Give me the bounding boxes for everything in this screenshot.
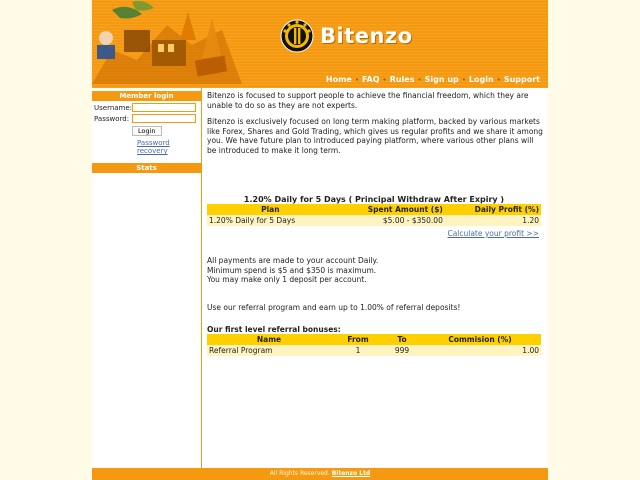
referral-from-cell: 1	[331, 345, 385, 356]
plan-amount-cell: $5.00 - $350.00	[334, 215, 445, 226]
referral-to-cell: 999	[385, 345, 419, 356]
nav-support[interactable]: Support	[503, 75, 540, 84]
nav-home[interactable]: Home	[325, 75, 352, 84]
brand[interactable]	[280, 18, 413, 54]
table-row	[207, 345, 541, 356]
intro-paragraph-1: Bitenzo is focused to support people to achieve the financial freedom, which they are unable to do so as they are not experts.	[207, 91, 529, 110]
plan-header-plan: Plan	[207, 204, 334, 215]
payments-line-2: Minimum spend is $5 and $350 is maximum.	[207, 265, 377, 275]
referral-table	[207, 334, 541, 356]
nav-separator: •	[417, 75, 422, 84]
plan-table	[207, 204, 541, 226]
page	[92, 0, 548, 480]
login-button[interactable]: Login	[132, 126, 162, 136]
plan-header-profit: Daily Profit (%)	[445, 204, 541, 215]
referral-commision-cell: 1.00	[419, 345, 541, 356]
footer-text: All Rights Reserved.	[269, 470, 330, 477]
nav-separator: •	[382, 75, 387, 84]
plan-header-amount: Spent Amount ($)	[334, 204, 445, 215]
payments-line-1: All payments are made to your account Daily.	[207, 256, 379, 265]
table-row	[207, 215, 541, 226]
referral-name-cell: Referral Program	[207, 345, 331, 356]
referral-header-from: From	[331, 334, 385, 345]
referral-text: Use our referral program and earn up to 1.00% of referral deposits!	[207, 302, 461, 312]
top-navigation	[326, 75, 540, 84]
password-recovery-link[interactable]: Password recovery	[137, 139, 170, 155]
member-login-title: Member login	[92, 91, 201, 101]
brand-name: Bitenzo	[320, 24, 413, 48]
referral-header-name: Name	[207, 334, 331, 345]
stats-title: Stats	[92, 163, 201, 173]
password-label: Password:	[94, 114, 130, 123]
main-content	[207, 91, 543, 356]
nav-separator: •	[461, 75, 466, 84]
bruins-logo-icon	[280, 19, 314, 53]
nav-separator: •	[354, 75, 359, 84]
password-input[interactable]	[132, 114, 196, 123]
header	[92, 0, 548, 88]
calculate-profit-link[interactable]: Calculate your profit >>	[447, 229, 539, 238]
intro-paragraph-2: Bitenzo is exclusively focused on long term making platform, backed by various markets like Forex, Shares and Gold Trading, which gives us regular profits and we share it among you. We have future plan to introduced paying platform, where various other plans will be introduced to make it long term.	[207, 117, 543, 155]
plan-name-cell: 1.20% Daily for 5 Days	[207, 215, 334, 226]
payments-line-3: You may make only 1 deposit per account.	[207, 275, 367, 284]
referral-header-commision: Commision (%)	[419, 334, 541, 345]
username-label: Username:	[94, 103, 133, 112]
password-row	[92, 114, 201, 123]
nav-rules[interactable]: Rules	[389, 75, 415, 84]
nav-separator: •	[496, 75, 501, 84]
username-row	[92, 103, 201, 112]
plan-title: 1.20% Daily for 5 Days ( Principal Withdraw After Expiry )	[243, 195, 505, 204]
username-input[interactable]	[132, 103, 196, 112]
sidebar	[92, 88, 202, 468]
nav-login[interactable]: Login	[468, 75, 494, 84]
footer	[92, 468, 548, 480]
footer-company-link[interactable]: Bitenzo Ltd	[331, 470, 371, 477]
referral-title: Our first level referral bonuses:	[207, 325, 341, 334]
nav-faq[interactable]: FAQ	[362, 75, 380, 84]
header-collage-image	[92, 0, 242, 84]
referral-header-to: To	[385, 334, 419, 345]
plan-profit-cell: 1.20	[445, 215, 541, 226]
nav-signup[interactable]: Sign up	[424, 75, 459, 84]
